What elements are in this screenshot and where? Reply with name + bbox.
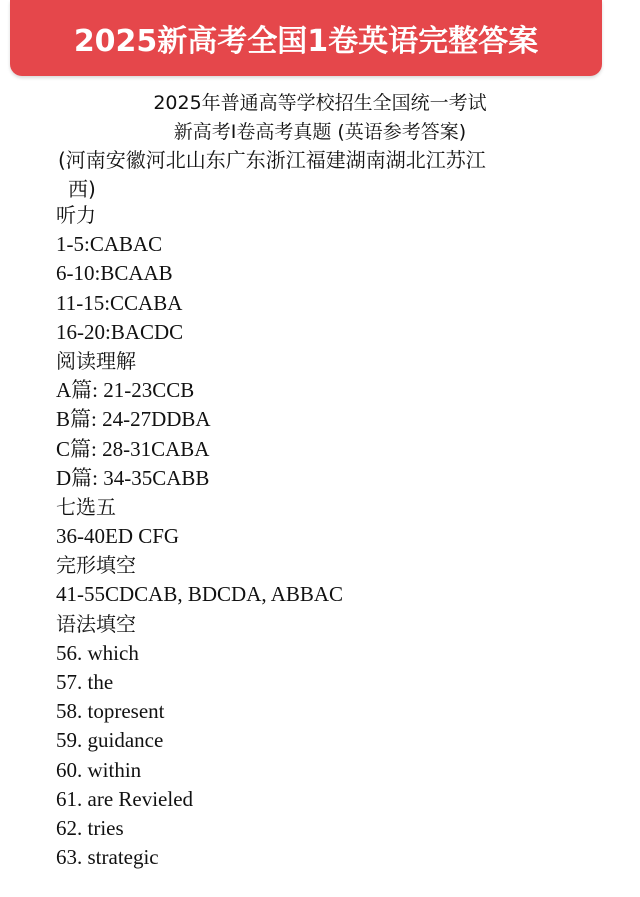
answer-row: 60. within (56, 757, 142, 782)
banner-title: 2025新高考全国1卷英语完整答案 (73, 24, 539, 59)
answer-row: 62. tries (56, 815, 124, 840)
answer-row: 61. are Revieled (56, 786, 194, 811)
answer-row: 41-55CDCAB, BDCDA, ABBAC (56, 582, 344, 607)
province-list (58, 146, 588, 204)
answer-row: 58. topresent (56, 699, 165, 724)
answer-row: 59. guidance (56, 728, 164, 753)
answer-row: 6-10:BCAAB (56, 261, 173, 286)
answer-row: 56. which (56, 640, 139, 665)
answer-list (56, 201, 626, 872)
answer-row: 16-20:BACDC (56, 319, 184, 344)
exam-subtitle: 新高考Ⅰ卷高考真题 (英语参考答案) (173, 121, 467, 143)
section-heading: 七选五 (56, 494, 116, 519)
answer-row: C篇: 28-31CABA (56, 436, 210, 461)
section-heading: 语法填空 (56, 611, 136, 636)
answer-row: 36-40ED CFG (56, 524, 180, 549)
answer-row: A篇: 21-23CCB (56, 378, 195, 403)
exam-title: 2025年普通高等学校招生全国统一考试 (153, 92, 487, 114)
answer-row: B篇: 24-27DDBA (56, 407, 211, 432)
section-heading: 完形填空 (56, 553, 136, 578)
answer-row: 11-15:CCABA (56, 290, 183, 315)
answer-row: 63. strategic (56, 845, 159, 870)
answer-row: 1-5:CABAC (56, 232, 163, 257)
province-line-1: (河南安徽河北山东广东浙江福建湖南湖北江苏江 (58, 148, 486, 172)
province-line-2: 西) (68, 177, 96, 201)
title-banner (10, 0, 602, 76)
answer-row: 57. the (56, 670, 114, 694)
section-heading: 阅读理解 (56, 348, 136, 373)
answer-row: D篇: 34-35CABB (56, 465, 210, 490)
section-heading: 听力 (56, 203, 96, 227)
